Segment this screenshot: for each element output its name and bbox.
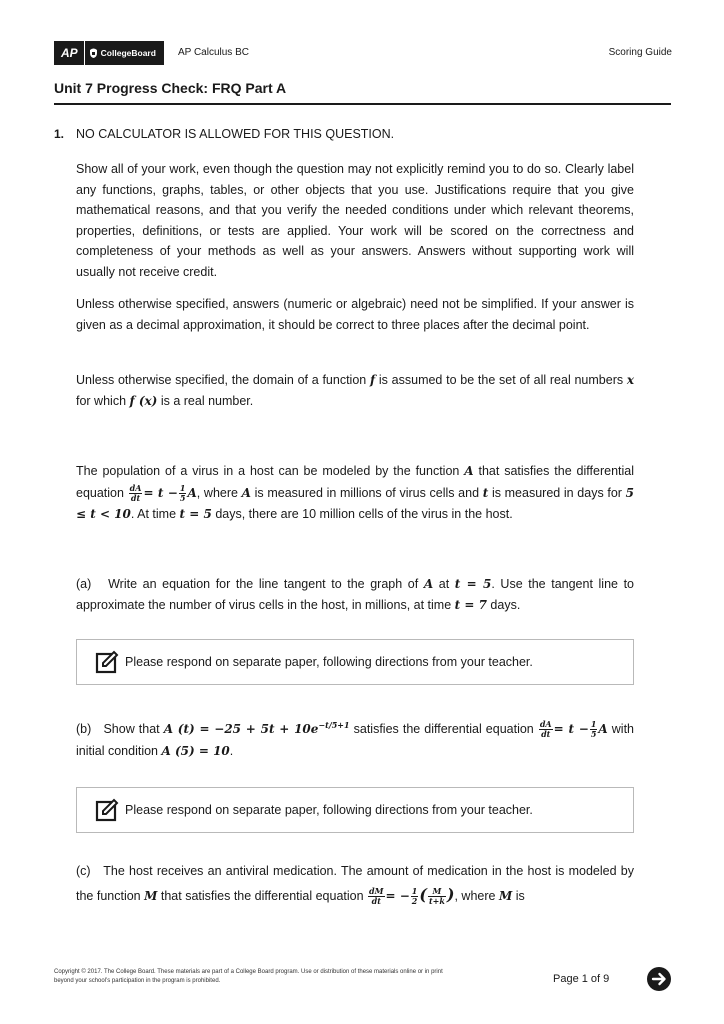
pencil-edit-icon <box>95 798 119 822</box>
response-box-a <box>76 639 634 685</box>
domain-paragraph: Unless otherwise specified, the domain of a function f is assumed to be the set of all real numbers x for which f (x) is a real number. <box>76 373 634 408</box>
math-f: f <box>369 373 376 387</box>
ap-logo-text: AP <box>54 41 85 65</box>
respond-instruction: Please respond on separate paper, following directions from your teacher. <box>125 655 533 669</box>
respond-instruction: Please respond on separate paper, following directions from your teacher. <box>125 803 533 817</box>
differential-fraction: $\frac{dA}{dt}$ <box>129 482 142 503</box>
arrow-right-icon <box>651 971 667 987</box>
course-name: AP Calculus BC <box>178 47 249 58</box>
instructions-paragraph: Show all of your work, even though the question may not explicitly remind you to do so. Clearly label any functions, graphs, tables, or other objects that you use. Justifications require that you give mathematical reasons, and that you verify the needed conditions under which relevant theorems, properties, definitions, or tests are applied. Your work will be scored on the correctness and completeness of your methods as well as your answers. Answers without supporting work will usually not receive credit. <box>76 162 634 279</box>
ap-collegeboard-logo <box>54 41 164 65</box>
one-fifth-fraction: $\frac{1}{5}$ <box>179 482 186 503</box>
math-x: x <box>626 373 634 387</box>
calculator-notice: NO CALCULATOR IS ALLOWED FOR THIS QUESTION. <box>76 127 395 141</box>
page-title: Unit 7 Progress Check: FRQ Part A <box>54 80 287 96</box>
part-c-label: (c) <box>76 864 91 878</box>
title-divider <box>54 103 671 105</box>
part-a: (a) Write an equation for the line tangent to the graph of A at t = 5. Use the tangent line to approximate the number of virus cells in the host, in millions, at time t = 7 days. <box>76 577 635 612</box>
part-b: (b) Show that A $(t) = -25 + 5t + 10e^{-t/5+1}$ satisfies the differential equation $\frac{dA}{dt}$ = t − $\frac{1}{5}$ A with initial condition A (5) = 10. <box>76 719 634 759</box>
acorn-icon <box>89 48 98 58</box>
part-c: (c) The host receives an antiviral medication. The amount of medication in the host is modeled by the function M that satisfies the differential equation $\frac{dM}{dt}$ = − $\frac{1}{2}$ ( $\frac{M}{t+k}$ ), where M is <box>76 864 634 907</box>
problem-prompt: The population of a virus in a host can be modeled by the function A that satisfies the differential equation $\frac{dA}{dt}$ = t − $\frac{1}{5}$ A, where A is measured in millions of virus cells and t is measured in days for 5 ≤ t < 10. At time t = 5 days, there are 10 million cells of the virus in the host. <box>76 464 635 521</box>
pencil-edit-icon <box>95 650 119 674</box>
page-number: Page 1 of 9 <box>553 973 610 985</box>
scoring-guide-label: Scoring Guide <box>608 47 672 58</box>
collegeboard-logo-text: CollegeBoard <box>100 48 156 58</box>
next-page-button[interactable] <box>647 967 671 991</box>
copyright-notice: Copyright © 2017. The College Board. These materials are part of a College Board program. Use or distribution of these materials online or in print beyond your school’s participation in the program is prohibited. <box>54 969 443 984</box>
simplify-paragraph: Unless otherwise specified, answers (numeric or algebraic) need not be simplified. If your answer is given as a decimal approximation, it should be correct to three places after the decimal point. <box>76 297 634 332</box>
math-fx: f (x) <box>129 393 158 408</box>
question-number: 1. <box>54 127 65 141</box>
part-b-label: (b) <box>76 722 92 737</box>
part-a-label: (a) <box>76 577 92 591</box>
response-box-b <box>76 787 634 833</box>
